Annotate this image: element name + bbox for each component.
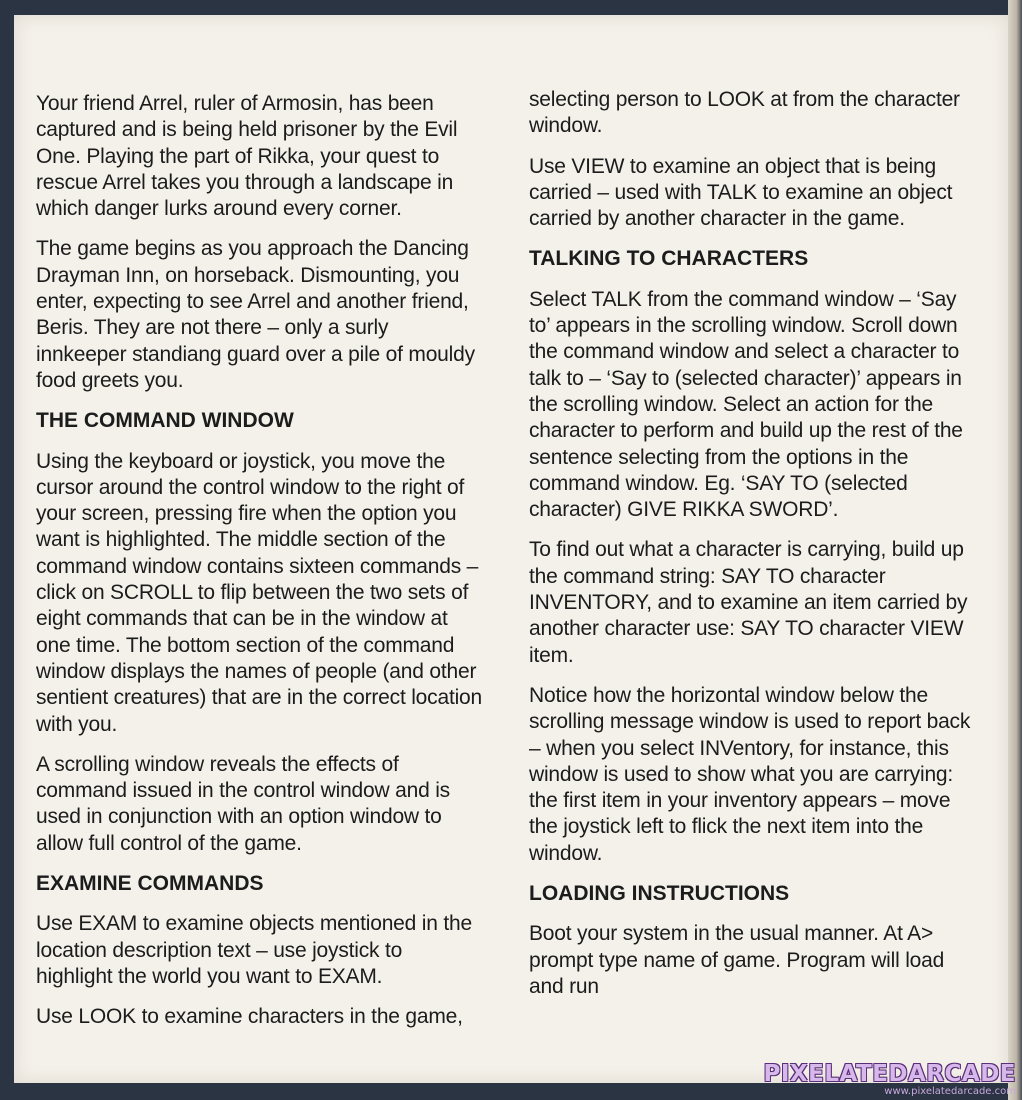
- look-paragraph: Use LOOK to examine characters in the game,: [36, 1005, 463, 1029]
- exam-paragraph: Use EXAM to examine objects mentioned in the location description text – use joystick to highlight the world you want to EXAM.: [36, 912, 472, 988]
- intro-paragraph: Your friend Arrel, ruler of Armosin, has been captured and is being held prisoner by the Evil One. Playing the part of Rikka, your quest to rescue Arrel takes you through a landscape in which danger lurks around every corner.: [36, 92, 458, 221]
- talk-paragraph: Select TALK from the command window – ‘Say to’ appears in the scrolling window. Scroll down the command window and select a character to talk to – ‘Say to (selected character)’ appears in the scrolling window. Select an action for the character to perform and build up the rest of the sentence selecting from the options in the command window. Eg. ‘SAY TO (selected character) GIVE RIKKA SWORD’.: [529, 287, 963, 522]
- talking-heading: TALKING TO CHARACTERS: [529, 247, 809, 271]
- left-column: [36, 91, 482, 1045]
- right-column: [529, 87, 975, 1014]
- watermark: [763, 1062, 1016, 1098]
- manual-page: [14, 15, 1008, 1083]
- watermark-url: www.pixelatedarcade.com: [884, 1086, 1016, 1097]
- page-edge: [1008, 0, 1022, 1100]
- scrolling-window-paragraph: A scrolling window reveals the effects of command issued in the control window and is used in conjunction with an option window to allow full control of the game.: [36, 752, 450, 855]
- inventory-paragraph: To find out what a character is carrying, build up the command string: SAY TO character INVENTORY, and to examine an item carried by another character use: SAY TO character VIEW item.: [529, 538, 968, 667]
- command-window-paragraph: Using the keyboard or joystick, you move the cursor around the control window to the right of your screen, pressing fire when the option you want is highlighted. The middle section of the command window contains sixteen commands – click on SCROLL to flip between the two sets of eight commands that can be in the window at one time. The bottom section of the command window displays the names of people (and other sentient creatures) that are in the correct location with you.: [36, 449, 483, 736]
- loading-heading: LOADING INSTRUCTIONS: [529, 882, 790, 906]
- horizontal-window-paragraph: Notice how the horizontal window below the scrolling message window is used to report back – when you select INVentory, for instance, this window is used to show what you are carrying: the first item in your inventory appears – move the joystick left to flick the next item into the window.: [529, 683, 971, 865]
- loading-paragraph: Boot your system in the usual manner. At A> prompt type name of game. Program will load and run: [529, 922, 945, 998]
- view-paragraph: Use VIEW to examine an object that is being carried – used with TALK to examine an object carried by another character in the game.: [529, 154, 953, 231]
- story-paragraph: The game begins as you approach the Dancing Drayman Inn, on horseback. Dismounting, you enter, expecting to see Arrel and another friend, Beris. They are not there – only a surly innkeeper standiang guard over a pile of mouldy food greets you.: [36, 237, 475, 392]
- look-continued-paragraph: selecting person to LOOK at from the character window.: [529, 88, 960, 138]
- command-window-heading: THE COMMAND WINDOW: [36, 409, 294, 433]
- watermark-title: PIXELATEDARCADE: [763, 1061, 1016, 1087]
- examine-commands-heading: EXAMINE COMMANDS: [36, 872, 264, 896]
